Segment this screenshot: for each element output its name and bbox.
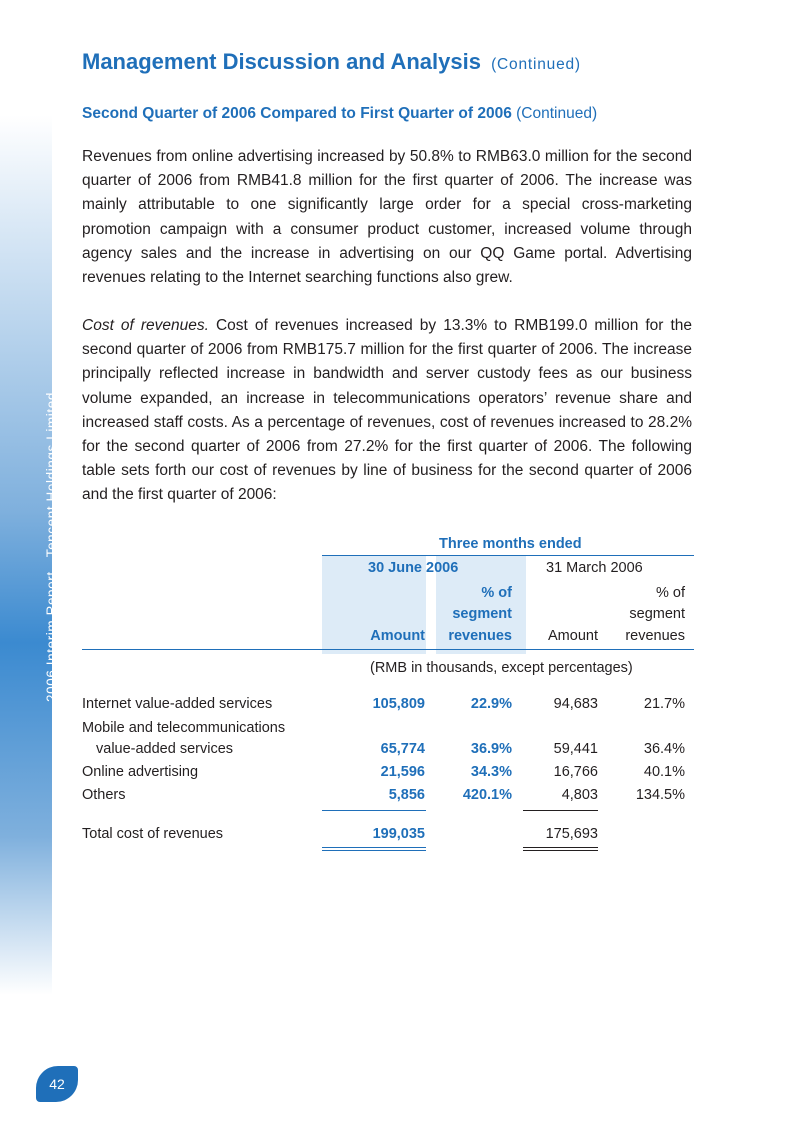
- row-amount-prior: 16,766: [553, 764, 598, 780]
- current-pct-header-l3: revenues: [448, 628, 512, 644]
- row-amount-current: 65,774: [380, 741, 425, 757]
- prior-pct-header-l1: % of: [655, 585, 685, 601]
- total-double-rule-current-2: [322, 850, 426, 851]
- section-heading: [82, 105, 597, 123]
- page-title-text: Management Discussion and Analysis: [82, 49, 481, 74]
- row-amount-current: 5,856: [388, 787, 425, 803]
- row-pct-current: 22.9%: [470, 696, 512, 712]
- row-pct-prior: 21.7%: [643, 696, 685, 712]
- group-header-rule: [322, 555, 694, 556]
- row-label-continued: value-added services: [96, 741, 234, 757]
- page-title: [82, 49, 581, 75]
- prior-pct-header-l2: segment: [629, 606, 685, 622]
- row-pct-prior: 134.5%: [635, 787, 685, 803]
- total-double-rule-prior-2: [523, 850, 598, 851]
- row-label: Internet value-added services: [82, 696, 273, 712]
- row-amount-current: 21,596: [380, 764, 425, 780]
- cost-of-revenues-lead: Cost of revenues.: [82, 317, 209, 334]
- row-label: Others: [82, 787, 126, 803]
- current-amount-header: Amount: [370, 628, 425, 644]
- paragraph-online-advertising: Revenues from online advertising increased by 50.8% to RMB63.0 million for the second quarter of 2006 from RMB41.8 million for the first quarter of 2006. The increase was mainly attributable to one significantly large order for a special cross-marketing promotion campaign with a consumer product customer, increased volume through agency sales and the increase in advertising on our QQ Game portal. Advertising revenues relating to the Internet searching functions also grew.: [82, 148, 692, 287]
- units-note: (RMB in thousands, except percentages): [370, 660, 633, 676]
- prior-pct-header-l3: revenues: [625, 628, 685, 644]
- row-amount-prior: 59,441: [553, 741, 598, 757]
- row-pct-current: 36.9%: [470, 741, 512, 757]
- current-pct-header-l2: segment: [452, 606, 512, 622]
- cost-of-revenues-body: Cost of revenues increased by 13.3% to RMB199.0 million for the second quarter of 2006 from RMB175.7 million for the first quarter of 2006. The increase principally reflected increase in bandwidth and server custody fees as our business volume expanded, an increase in telecommunications operators’ revenue share and increased staff costs. As a percentage of revenues, cost of revenues increased to 28.2% for the second quarter of 2006 from 27.2% for the first quarter of 2006. The following table sets forth our cost of revenues by line of business for the second quarter of 2006 and the first quarter of 2006:: [82, 317, 692, 504]
- period-prior-header: 31 March 2006: [546, 560, 643, 576]
- period-current-header: 30 June 2006: [368, 560, 459, 576]
- row-pct-current: 420.1%: [462, 787, 512, 803]
- total-double-rule-current-1: [322, 847, 426, 848]
- header-rule: [82, 649, 694, 650]
- report-name: 2006 Interim Report: [44, 571, 59, 702]
- total-double-rule-prior-1: [523, 847, 598, 848]
- total-amount-prior: 175,693: [545, 826, 598, 842]
- row-amount-prior: 4,803: [561, 787, 598, 803]
- page-number: 42: [49, 1076, 65, 1092]
- group-header: Three months ended: [439, 536, 582, 552]
- side-running-header: [44, 392, 59, 702]
- current-pct-header-l1: % of: [481, 585, 512, 601]
- row-pct-prior: 36.4%: [643, 741, 685, 757]
- subtotal-rule-current: [322, 810, 426, 811]
- company-name: Tencent Holdings Limited: [44, 392, 59, 558]
- total-amount-current: 199,035: [372, 826, 425, 842]
- row-amount-current: 105,809: [372, 696, 425, 712]
- row-label: Mobile and telecommunications: [82, 720, 286, 736]
- subtotal-rule-prior: [523, 810, 598, 811]
- cost-of-revenues-table: [82, 532, 694, 862]
- page-number-badge: [36, 1066, 78, 1102]
- total-label: Total cost of revenues: [82, 826, 224, 842]
- row-pct-prior: 40.1%: [643, 764, 685, 780]
- row-label: Online advertising: [82, 764, 199, 780]
- page-title-continued: (Continued): [491, 56, 581, 73]
- row-pct-current: 34.3%: [470, 764, 512, 780]
- section-heading-continued: (Continued): [516, 105, 598, 122]
- row-amount-prior: 94,683: [553, 696, 598, 712]
- paragraph-cost-of-revenues: [82, 314, 692, 508]
- prior-amount-header: Amount: [548, 628, 598, 644]
- section-heading-text: Second Quarter of 2006 Compared to First Quarter of 2006: [82, 105, 512, 122]
